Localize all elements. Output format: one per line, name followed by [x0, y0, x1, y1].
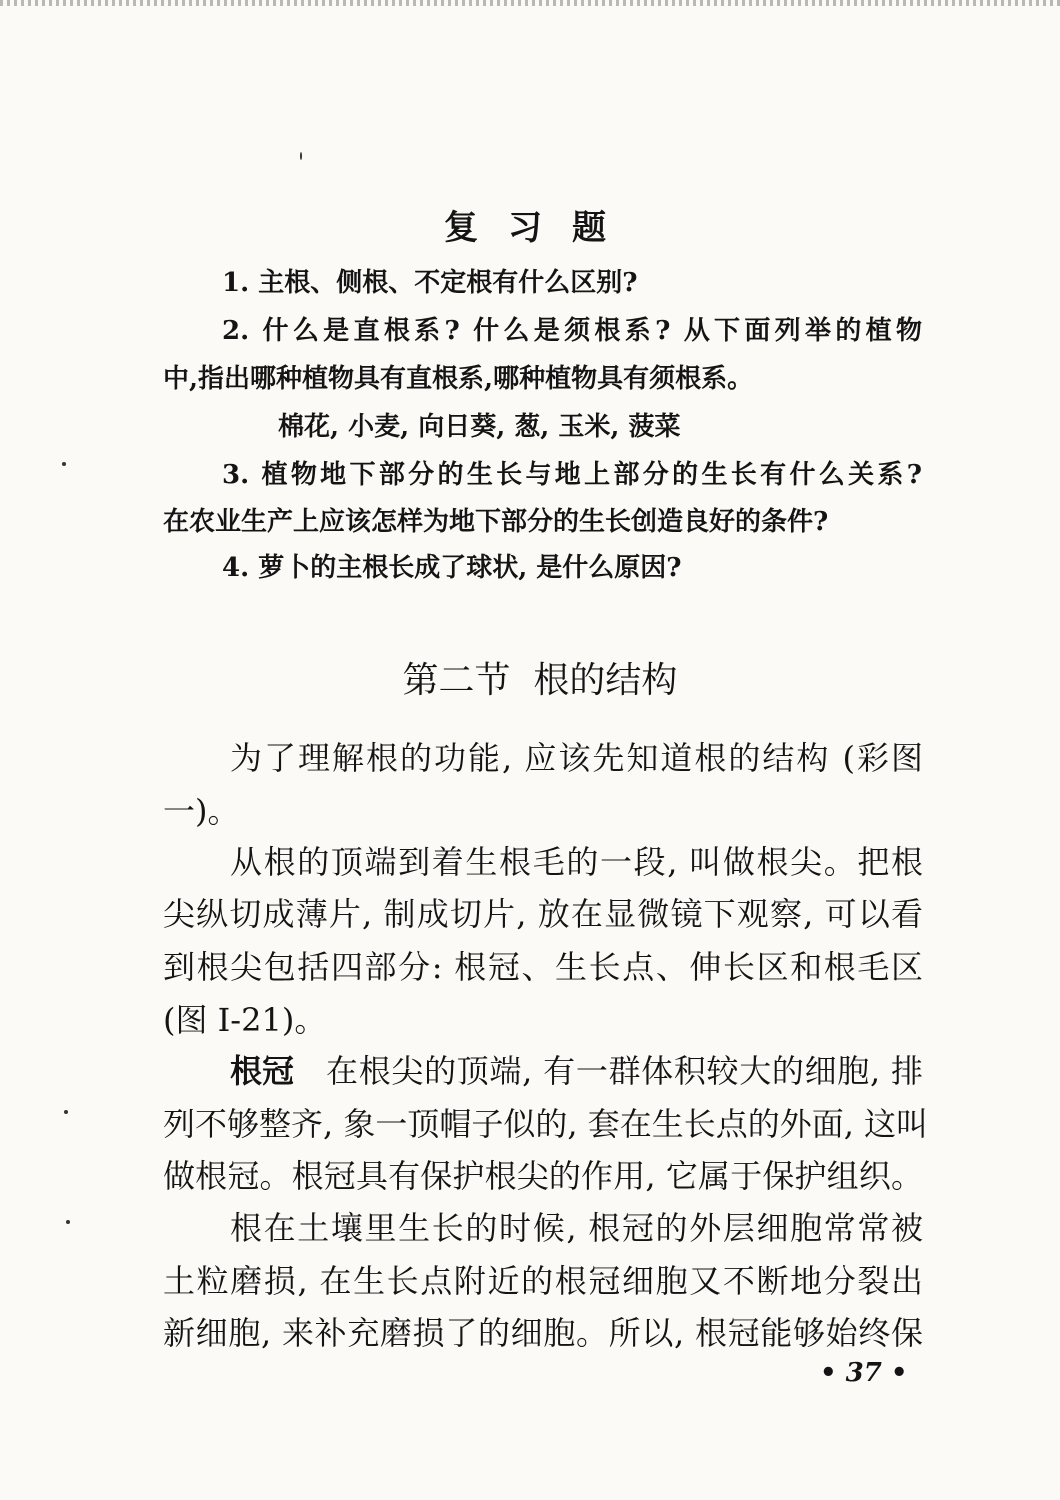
paragraph-4-line-2: 土粒磨损, 在生长点附近的根冠细胞又不断地分裂出: [163, 1262, 923, 1300]
page-top-edge: [0, 0, 1060, 6]
scan-speck: [66, 1220, 70, 1224]
paragraph-2-line-1: 从根的顶端到着生根毛的一段, 叫做根尖。把根: [230, 843, 923, 881]
paragraph-4-line-1: 根在土壤里生长的时候, 根冠的外层细胞常常被: [230, 1209, 923, 1247]
scan-speck: [62, 462, 66, 466]
review-question-3-line-1: 3. 植物地下部分的生长与地上部分的生长有什么关系?: [222, 460, 922, 490]
section-title: 第二节 根的结构: [402, 660, 678, 701]
paragraph-1-line-2: 一)。: [163, 792, 240, 830]
review-question-3-line-2: 在农业生产上应该怎样为地下部分的生长创造良好的条件?: [163, 507, 829, 537]
review-question-2-plants: 棉花, 小麦, 向日葵, 葱, 玉米, 菠菜: [278, 412, 681, 442]
paragraph-3-line-1-text: 在根尖的顶端, 有一群体积较大的细胞, 排: [326, 1052, 923, 1090]
paragraph-2-line-4: (图 I-21)。: [163, 1001, 327, 1039]
page-number: • 37 •: [820, 1358, 908, 1388]
paragraph-2-line-2: 尖纵切成薄片, 制成切片, 放在显微镜下观察, 可以看: [163, 895, 923, 933]
review-question-2-line-2: 中,指出哪种植物具有直根系,哪种植物具有须根系。: [163, 364, 754, 394]
paragraph-3-line-2: 列不够整齐, 象一顶帽子似的, 套在生长点的外面, 这叫: [163, 1105, 929, 1143]
term-root-cap: 根冠: [230, 1052, 295, 1090]
paragraph-4-line-3: 新细胞, 来补充磨损了的细胞。所以, 根冠能够始终保: [163, 1314, 923, 1352]
paragraph-1-line-1: 为了理解根的功能, 应该先知道根的结构 (彩图: [230, 739, 923, 777]
review-question-4: 4. 萝卜的主根长成了球状, 是什么原因?: [222, 553, 682, 583]
scan-speck: [300, 152, 302, 160]
paragraph-2-line-3: 到根尖包括四部分: 根冠、生长点、伸长区和根毛区: [163, 948, 923, 986]
review-question-2-line-1: 2. 什么是直根系? 什么是须根系? 从下面列举的植物: [222, 316, 922, 346]
review-question-1: 1. 主根、侧根、不定根有什么区别?: [222, 268, 638, 298]
scan-speck: [64, 1110, 68, 1114]
review-questions-title: 复习题: [444, 208, 636, 248]
paragraph-3-line-3: 做根冠。根冠具有保护根尖的作用, 它属于保护组织。: [163, 1157, 923, 1195]
paragraph-3-line-1: [230, 1051, 923, 1091]
